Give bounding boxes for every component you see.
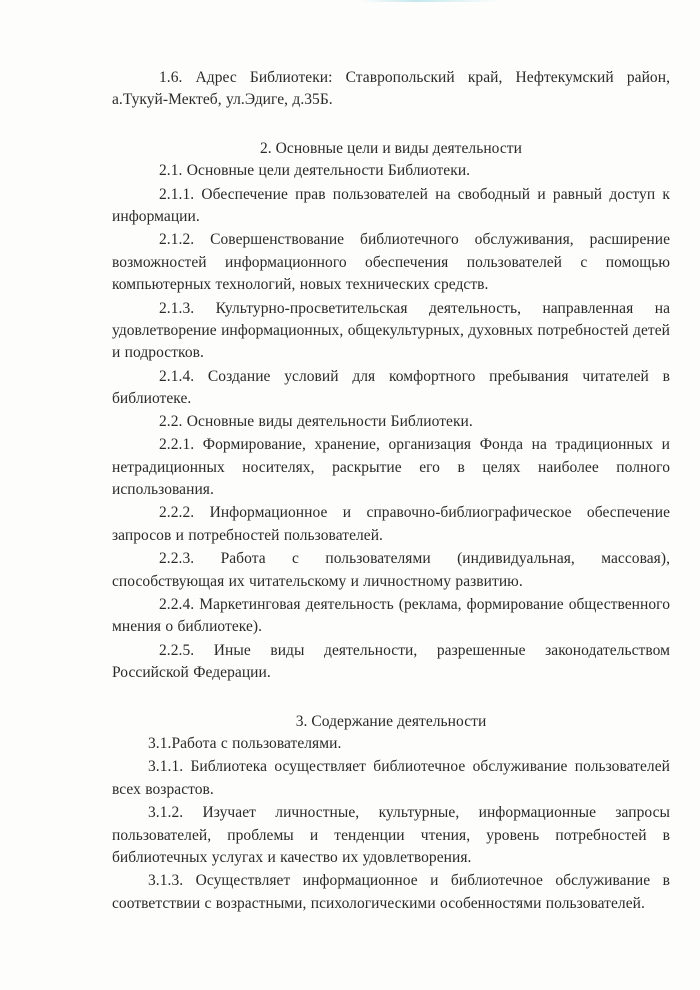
paragraph-2-2-3: 2.2.3. Работа с пользователями (индивидуальная, массовая), способствующая их читательскому и личностному развитию.	[112, 550, 670, 590]
paragraph-3-1-1: 3.1.1. Библиотека осуществляет библиотечное обслуживание пользователей всех возрастов.	[112, 758, 670, 798]
paragraph-2-2-2: 2.2.2. Информационное и справочно-библиографическое обеспечение запросов и потребностей пользователей.	[112, 504, 670, 544]
paragraph-2-1-4: 2.1.4. Создание условий для комфортного пребывания читателей в библиотеке.	[112, 367, 670, 408]
paragraph-2-2-5: 2.2.5. Иные виды деятельности, разрешенные законодательством Российской Федерации.	[112, 641, 670, 682]
paragraph-3-1-2: 3.1.2. Изучает личностные, культурные, информационные запросы пользователей, проблемы и тенденции чтения, уровень потребностей в библиотечных услугах и качество их удовлетворения.	[112, 804, 670, 866]
paragraph-2-2: 2.2. Основные виды деятельности Библиотеки.	[159, 412, 473, 430]
section-3-heading: 3. Содержание деятельности	[295, 712, 487, 730]
paragraph-1-6: 1.6. Адрес Библиотеки: Ставропольский край, Нефтекумский район, а.Тукуй-Мектеб, ул.Эдиге, д.35Б.	[112, 69, 670, 109]
paragraph-3-1: 3.1.Работа с пользователями.	[148, 734, 342, 752]
paragraph-3-1-3: 3.1.3. Осуществляет информационное и библиотечное обслуживание в соответствии с возрастными, психологическими особенностями пользователей.	[112, 872, 670, 912]
paragraph-2-1-2: 2.1.2. Совершенствование библиотечного обслуживания, расширение возможностей информационного обеспечения пользователей с помощью компьютерных технологий, новых технических средств.	[112, 231, 670, 294]
section-2-heading: 2. Основные цели и виды деятельности	[260, 139, 522, 157]
scan-edge-mark	[360, 0, 500, 2]
paragraph-2-1: 2.1. Основные цели деятельности Библиотеки.	[159, 162, 471, 180]
paragraph-2-2-1: 2.2.1. Формирование, хранение, организация Фонда на традиционных и нетрадиционных носителях, раскрытие его в целях наиболее полного использования.	[112, 436, 670, 498]
paragraph-2-2-4: 2.2.4. Маркетинговая деятельность (реклама, формирование общественного мнения о библиотеке).	[112, 595, 670, 636]
paragraph-2-1-3: 2.1.3. Культурно-просветительская деятельность, направленная на удовлетворение информационных, общекультурных, духовных потребностей детей и подростков.	[112, 299, 670, 362]
paragraph-2-1-1: 2.1.1. Обеспечение прав пользователей на свободный и равный доступ к информации.	[112, 185, 670, 226]
